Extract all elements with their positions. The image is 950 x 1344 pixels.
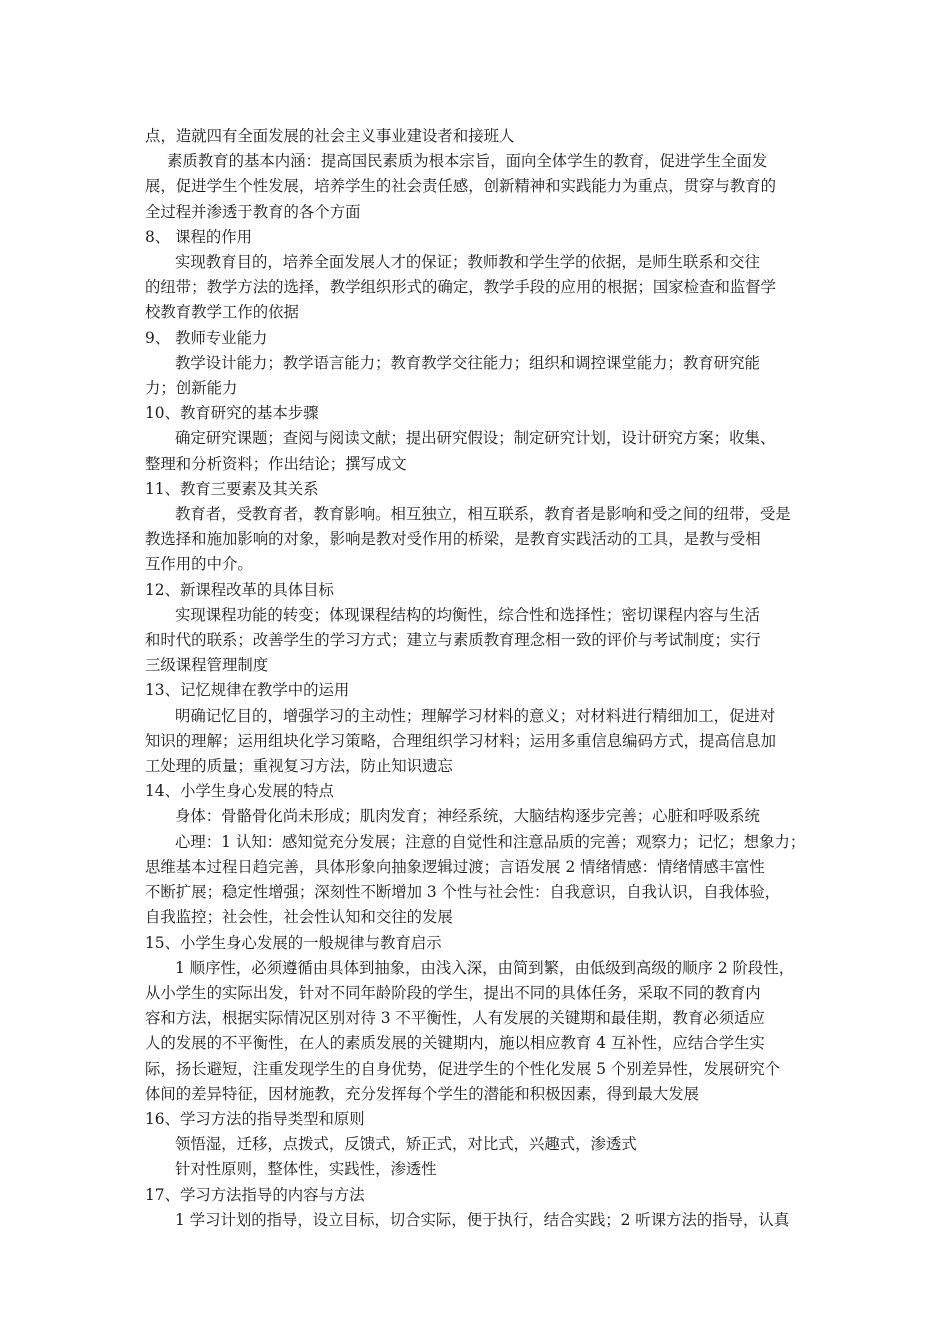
text-line: 体间的差异特征，因材施教，充分发挥每个学生的潜能和积极因素，得到最大发展 [145, 1084, 700, 1103]
section-heading: 12、新课程改革的具体目标 [145, 580, 334, 599]
text-line: 三级课程管理制度 [145, 656, 269, 675]
text-line: 从小学生的实际出发，针对不同年龄阶段的学生，提出不同的具体任务，采取不同的教育内 [145, 983, 761, 1002]
text-line: 力；创新能力 [145, 379, 238, 398]
section-heading: 17、学习方法指导的内容与方法 [145, 1185, 365, 1204]
section-heading: 11、教育三要素及其关系 [145, 479, 319, 498]
text-line: 1 学习计划的指导，设立目标，切合实际，便于执行，结合实践；2 听课方法的指导，认真 [175, 1210, 790, 1229]
section-heading: 14、小学生身心发展的特点 [145, 782, 334, 801]
text-line: 自我监控；社会性，社会性认知和交往的发展 [145, 908, 453, 927]
text-line: 1 顺序性，必须遵循由具体到抽象，由浅入深，由简到繁，由低级到高级的顺序 2 阶段性， [175, 958, 795, 977]
text-line: 际，扬长避短，注重发现学生的自身优势，促进学生的个性化发展 5 个别差异性，发展研究个 [145, 1059, 781, 1078]
text-line: 和时代的联系；改善学生的学习方式；建立与素质教育理念相一致的评价与考试制度；实行 [145, 631, 761, 650]
section-heading: 16、学习方法的指导类型和原则 [145, 1109, 365, 1128]
text-line: 互作用的中介。 [145, 555, 253, 574]
section-heading: 10、教育研究的基本步骤 [145, 404, 319, 423]
text-line: 思维基本过程日趋完善，具体形象向抽象逻辑过渡；言语发展 2 情绪情感：情绪情感丰富性 [145, 857, 765, 876]
text-line: 全过程并渗透于教育的各个方面 [145, 202, 361, 221]
text-line: 素质教育的基本内涵：提高国民素质为根本宗旨，面向全体学生的教育，促进学生全面发 [167, 152, 768, 171]
text-line: 身体：骨骼骨化尚未形成；肌肉发育；神经系统，大脑结构逐步完善；心脏和呼吸系统 [175, 807, 760, 826]
text-line: 心理：1 认知：感知觉充分发展；注意的自觉性和注意品质的完善；观察力；记忆；想象力； [175, 832, 806, 851]
text-line: 整理和分析资料；作出结论；撰写成文 [145, 454, 407, 473]
text-line: 明确记忆目的，增强学习的主动性；理解学习材料的意义；对材料进行精细加工，促进对 [175, 706, 776, 725]
section-heading: 9、 教师专业能力 [145, 328, 268, 347]
text-line: 人的发展的不平衡性，在人的素质发展的关键期内，施以相应教育 4 互补性，应结合学生实 [145, 1034, 765, 1053]
text-line: 针对性原则，整体性，实践性，渗透性 [175, 1160, 437, 1179]
text-line: 确定研究课题；查阅与阅读文献；提出研究假设；制定研究计划，设计研究方案；收集、 [175, 429, 776, 448]
text-line: 的纽带；教学方法的选择，教学组织形式的确定，教学手段的应用的根据；国家检查和监督学 [145, 278, 777, 297]
text-line: 教育者，受教育者，教育影响。相互独立，相互联系，教育者是影响和受之间的纽带，受是 [175, 505, 791, 524]
text-line: 不断扩展；稳定性增强；深刻性不断增加 3 个性与社会性：自我意识，自我认识，自我体验， [145, 883, 781, 902]
text-line: 领悟湿，迁移，点拨式，反馈式，矫正式，对比式，兴趣式，渗透式 [175, 1135, 637, 1154]
document-page [145, 124, 810, 1233]
text-line: 容和方法，根据实际情况区别对待 3 不平衡性，人有发展的关键期和最佳期，教育必须适应 [145, 1009, 765, 1028]
text-line: 教选择和施加影响的对象，影响是教对受作用的桥梁，是教育实践活动的工具，是教与受相 [145, 530, 761, 549]
text-line: 展，促进学生个性发展，培养学生的社会责任感，创新精神和实践能力为重点，贯穿与教育的 [145, 177, 777, 196]
section-heading: 8、 课程的作用 [145, 227, 253, 246]
text-line: 工处理的质量；重视复习方法，防止知识遗忘 [145, 757, 453, 776]
text-line: 实现教育目的，培养全面发展人才的保证；教师教和学生学的依据，是师生联系和交往 [175, 253, 760, 272]
text-line: 知识的理解；运用组块化学习策略，合理组织学习材料；运用多重信息编码方式，提高信息加 [145, 731, 777, 750]
text-line: 点，造就四有全面发展的社会主义事业建设者和接班人 [145, 127, 515, 145]
section-heading: 15、小学生身心发展的一般规律与教育启示 [145, 933, 442, 952]
text-line: 实现课程功能的转变；体现课程结构的均衡性，综合性和选择性；密切课程内容与生活 [175, 605, 760, 624]
text-line: 教学设计能力；教学语言能力；教育教学交往能力；组织和调控课堂能力；教育研究能 [175, 353, 760, 372]
text-line: 校教育教学工作的依据 [145, 303, 299, 322]
section-heading: 13、记忆规律在教学中的运用 [145, 681, 350, 700]
